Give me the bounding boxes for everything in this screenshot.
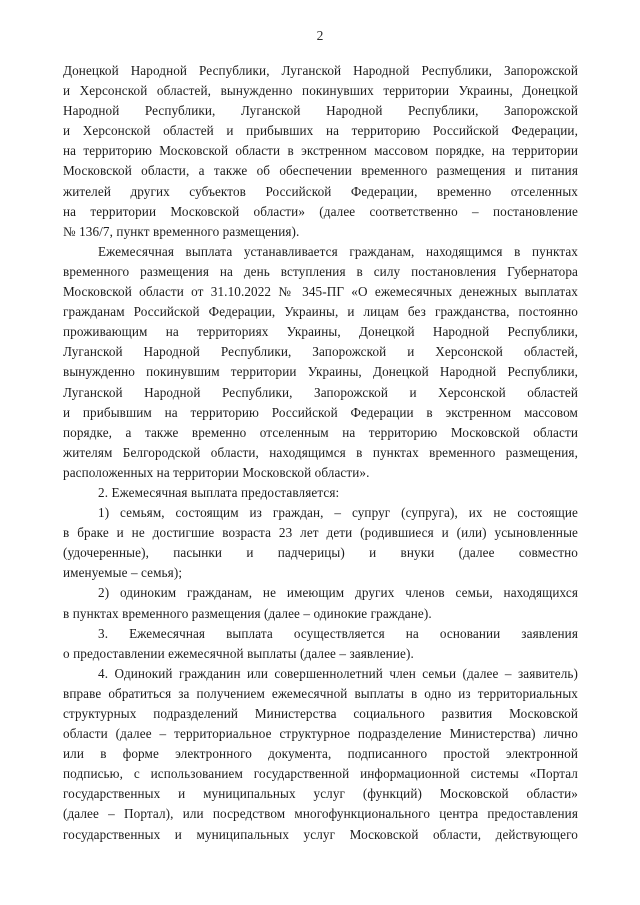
page-number: 2	[316, 28, 324, 43]
text-line: подписью, с использованием государственной информационной системы «Портал	[63, 766, 578, 782]
document-body	[63, 61, 578, 845]
text-line: Московской области, а также об обеспечении временного размещения и питания	[63, 163, 578, 179]
text-line: гражданам Российской Федерации, Украины, и лицам без гражданства, постоянно	[63, 304, 578, 320]
text-line: Московской области от 31.10.2022 № 345-ПГ «О ежемесячных денежных выплатах	[63, 284, 578, 300]
text-line: Ежемесячная выплата устанавливается гражданам, находящимся в пунктах	[98, 243, 578, 259]
text-line: государственных и муниципальных услуг Московской области, действующего	[63, 826, 578, 842]
text-line: вправе обратиться за получением ежемесячной выплаты в одно из территориальных	[63, 685, 578, 701]
text-line: государственных и муниципальных услуг (функций) Московской области»	[63, 786, 578, 802]
text-line: или в форме электронного документа, подписанного простой электронной	[63, 746, 578, 762]
text-line: Донецкой Народной Республики, Луганской Народной Республики, Запорожской	[63, 63, 578, 78]
text-line: в браке и не достигшие возраста 23 лет дети (родившиеся и (или) усыновленные	[63, 525, 578, 541]
text-line: 4. Одинокий гражданин или совершеннолетний член семьи (далее – заявитель)	[98, 665, 578, 681]
text-line: именуемые – семья);	[63, 565, 183, 581]
text-line: в пунктах временного размещения (далее – одинокие граждане).	[63, 605, 432, 621]
text-line: 3. Ежемесячная выплата осуществляется на основании заявления	[98, 625, 578, 641]
text-line: структурных подразделений Министерства социального развития Московской	[63, 706, 578, 721]
text-line: и Херсонской областей, вынужденно покинувших территории Украины, Донецкой	[63, 83, 578, 99]
text-line: временного размещения на день вступления в силу постановления Губернатора	[63, 263, 578, 279]
text-line: и прибывшим на территорию Российской Федерации в экстренном массовом	[63, 404, 578, 420]
text-line: Народной Республики, Луганской Народной Республики, Запорожской	[63, 103, 578, 119]
text-line: № 136/7, пункт временного размещения).	[63, 223, 300, 239]
text-line: расположенных на территории Московской области».	[63, 464, 370, 480]
text-line: (далее – Портал), или посредством многофункционального центра предоставления	[63, 806, 578, 822]
text-line: о предоставлении ежемесячной выплаты (далее – заявление).	[63, 645, 414, 661]
text-line: проживающим на территориях Украины, Донецкой Народной Республики,	[63, 324, 578, 340]
text-line: Луганской Народной Республики, Запорожской и Херсонской областей	[63, 384, 578, 400]
text-line: жителей других субъектов Российской Федерации, временно отселенных	[63, 183, 578, 199]
text-line: и Херсонской областей и прибывших на территорию Российской Федерации,	[63, 123, 578, 139]
text-line: порядке, а также временно отселенным на территорию Московской области	[63, 424, 578, 440]
text-line: вынужденно покинувшим территории Украины, Донецкой Народной Республики,	[63, 364, 578, 380]
text-line: области (далее – территориальное структурное подразделение Министерства) лично	[63, 726, 578, 742]
text-line: на территорию Московской области в экстренном массовом порядке, на территории	[63, 143, 578, 159]
text-line: (удочеренные), пасынки и падчерицы) и внуки (далее совместно	[63, 545, 578, 561]
text-line: 2. Ежемесячная выплата предоставляется:	[98, 484, 340, 500]
text-line: 1) семьям, состоящим из граждан, – супруг (супруга), их не состоящие	[98, 505, 578, 521]
text-line: жителям Белгородской области, находящимся в пунктах временного размещения,	[63, 444, 578, 460]
text-line: 2) одиноким гражданам, не имеющим других членов семьи, находящихся	[98, 585, 578, 601]
text-line: на территории Московской области» (далее соответственно – постановление	[63, 203, 578, 219]
text-line: Луганской Народной Республики, Запорожской и Херсонской областей,	[63, 344, 578, 360]
